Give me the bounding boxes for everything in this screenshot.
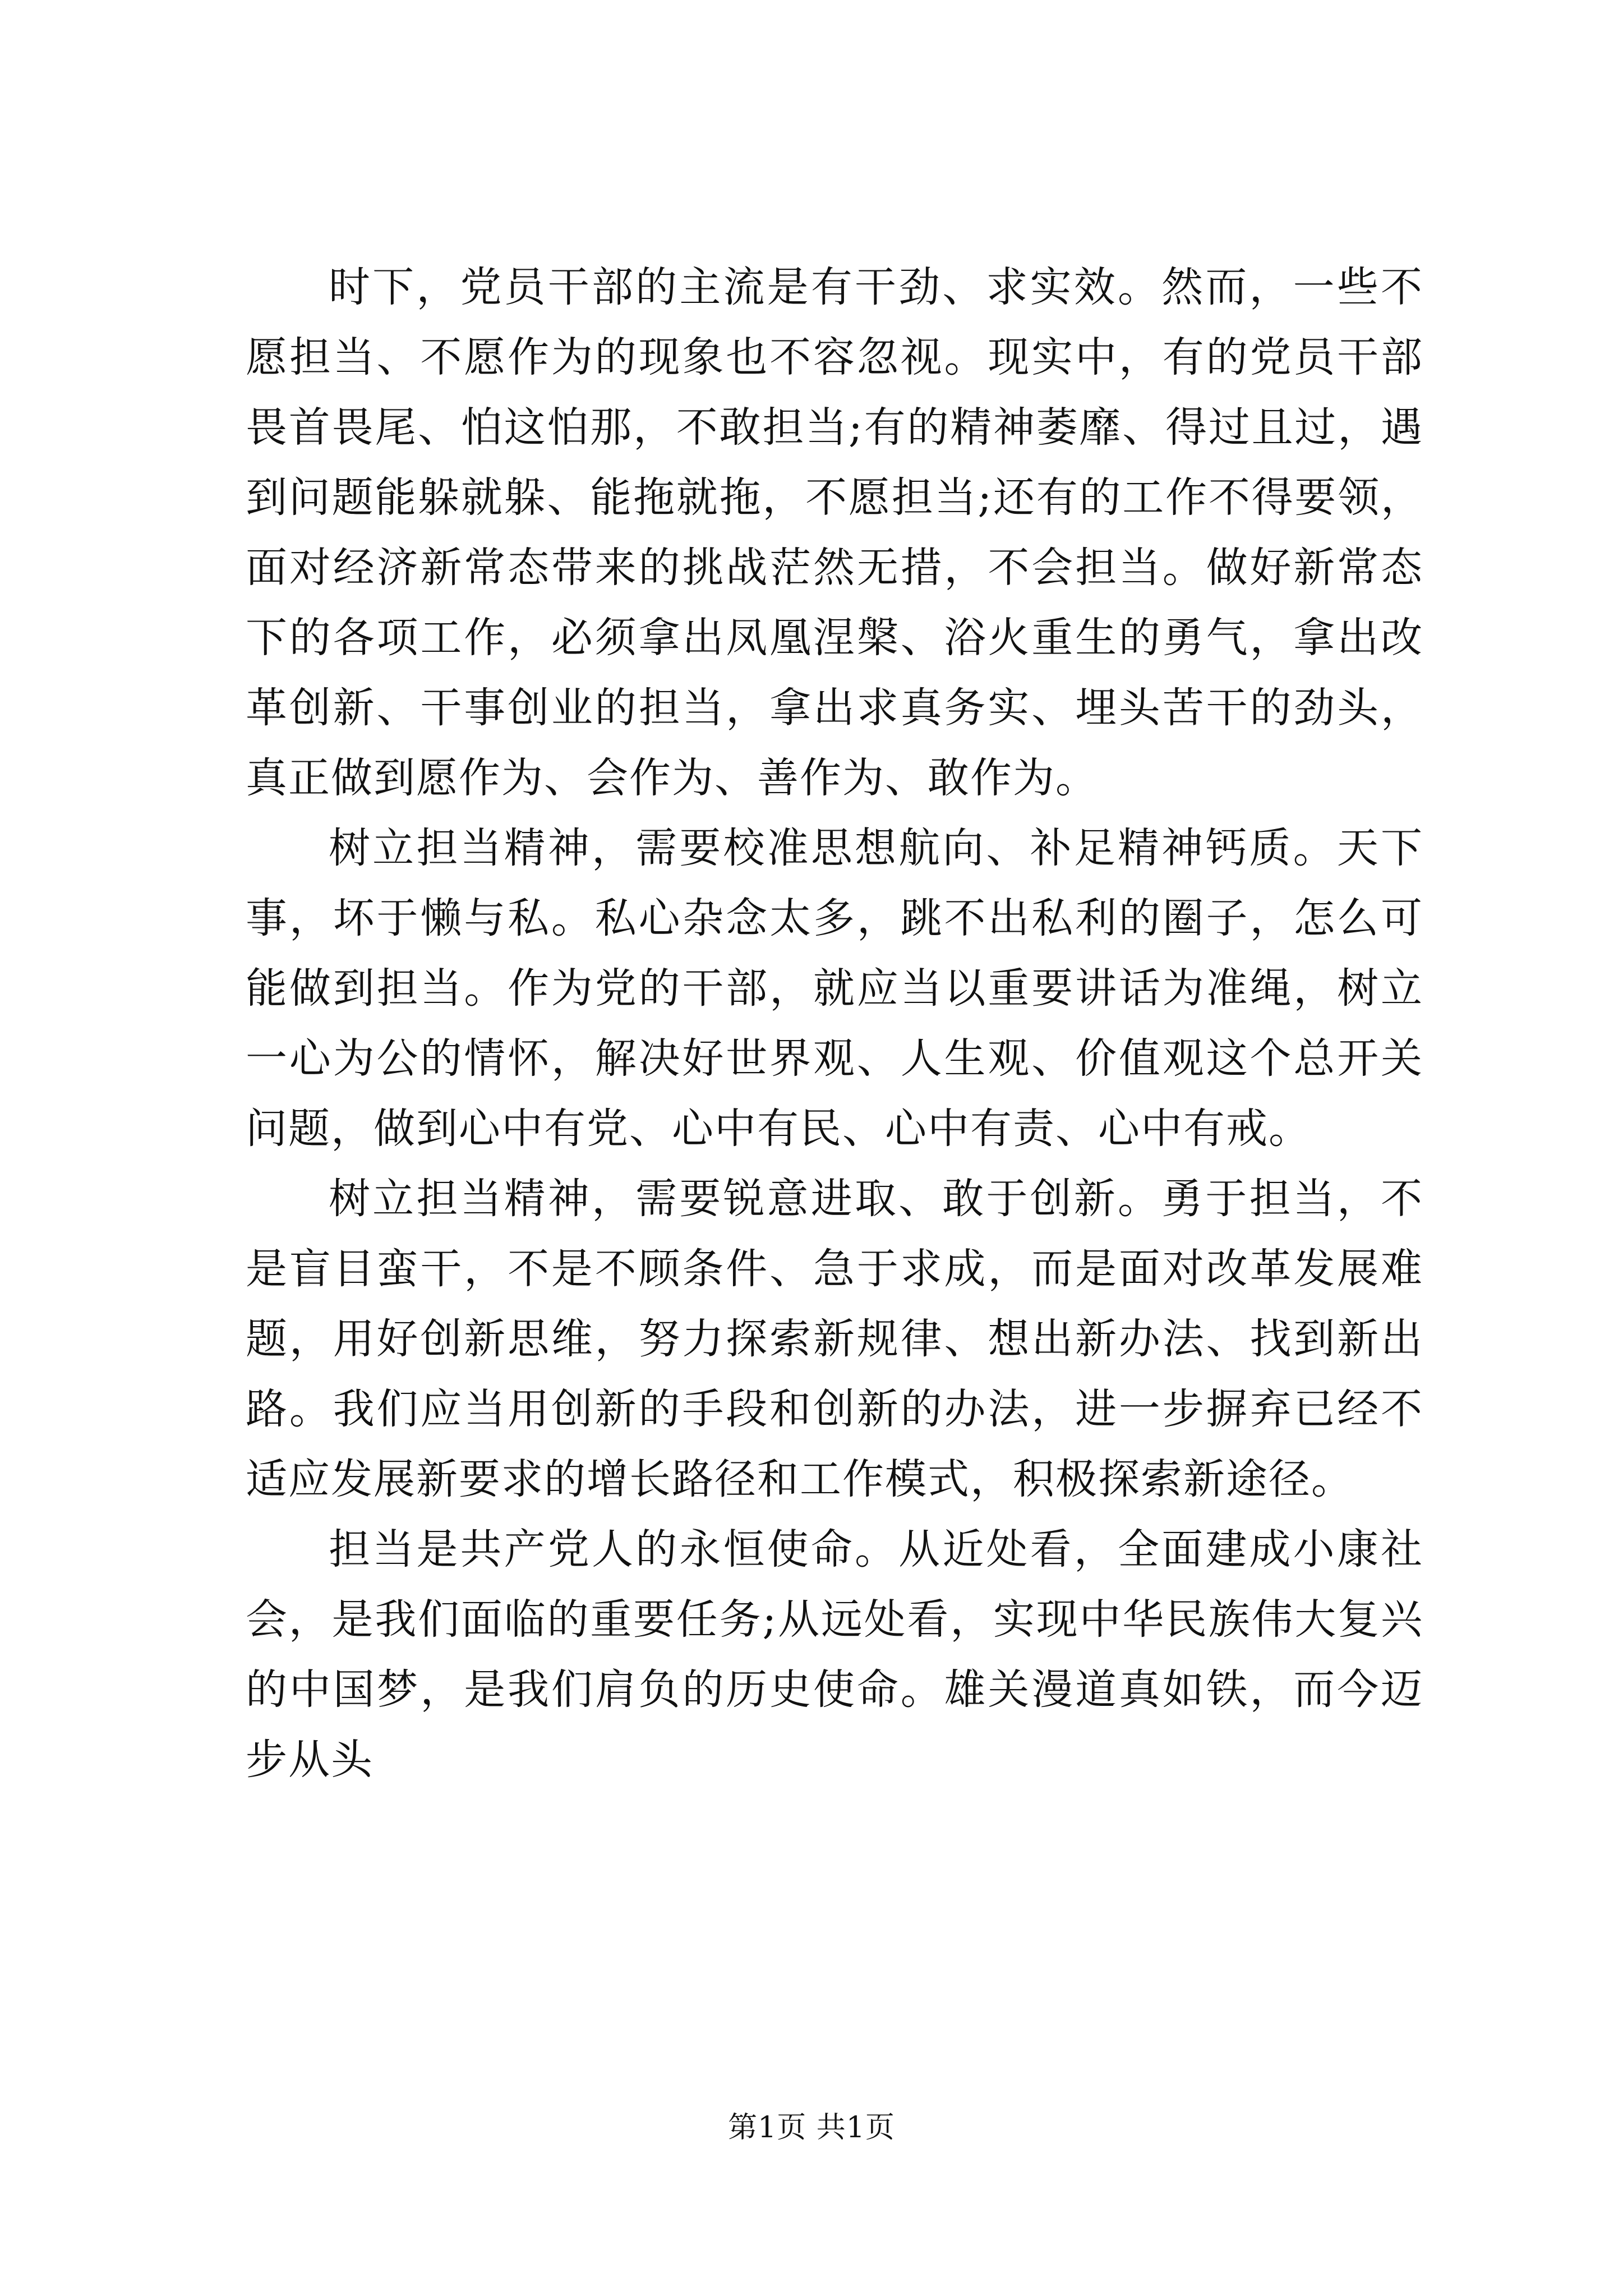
page-footer: 第1页 共1页: [728, 2111, 895, 2145]
paragraph-3: 树立担当精神，需要锐意进取、敢于创新。勇于担当，不是盲目蛮干，不是不顾条件、急于求成，而是面对改革发展难题，用好创新思维，努力探索新规律、想出新办法、找到新出路。我们应当用创新的手段和创新的办法，进一步摒弃已经不适应发展新要求的增长路径和工作模式，积极探索新途径。: [246, 1175, 1423, 1503]
paragraph-2: 树立担当精神，需要校准思想航向、补足精神钙质。天下事，坏于懒与私。私心杂念太多，跳不出私利的圈子，怎么可能做到担当。作为党的干部，就应当以重要讲话为准绳，树立一心为公的情怀，解决好世界观、人生观、价值观这个总开关问题，做到心中有党、心中有民、心中有责、心中有戒。: [246, 824, 1423, 1153]
document-body: [246, 252, 1423, 1795]
paragraph-4: 担当是共产党人的永恒使命。从近处看，全面建成小康社会，是我们面临的重要任务;从远处看，实现中华民族伟大复兴的中国梦，是我们肩负的历史使命。雄关漫道真如铁，而今迈步从头: [246, 1525, 1423, 1784]
paragraph-1: 时下，党员干部的主流是有干劲、求实效。然而，一些不愿担当、不愿作为的现象也不容忽视。现实中，有的党员干部畏首畏尾、怕这怕那，不敢担当;有的精神萎靡、得过且过，遇到问题能躲就躲、能拖就拖，不愿担当;还有的工作不得要领，面对经济新常态带来的挑战茫然无措，不会担当。做好新常态下的各项工作，必须拿出凤凰涅槃、浴火重生的勇气，拿出改革创新、干事创业的担当，拿出求真务实、埋头苦干的劲头，真正做到愿作为、会作为、善作为、敢作为。: [246, 263, 1423, 802]
